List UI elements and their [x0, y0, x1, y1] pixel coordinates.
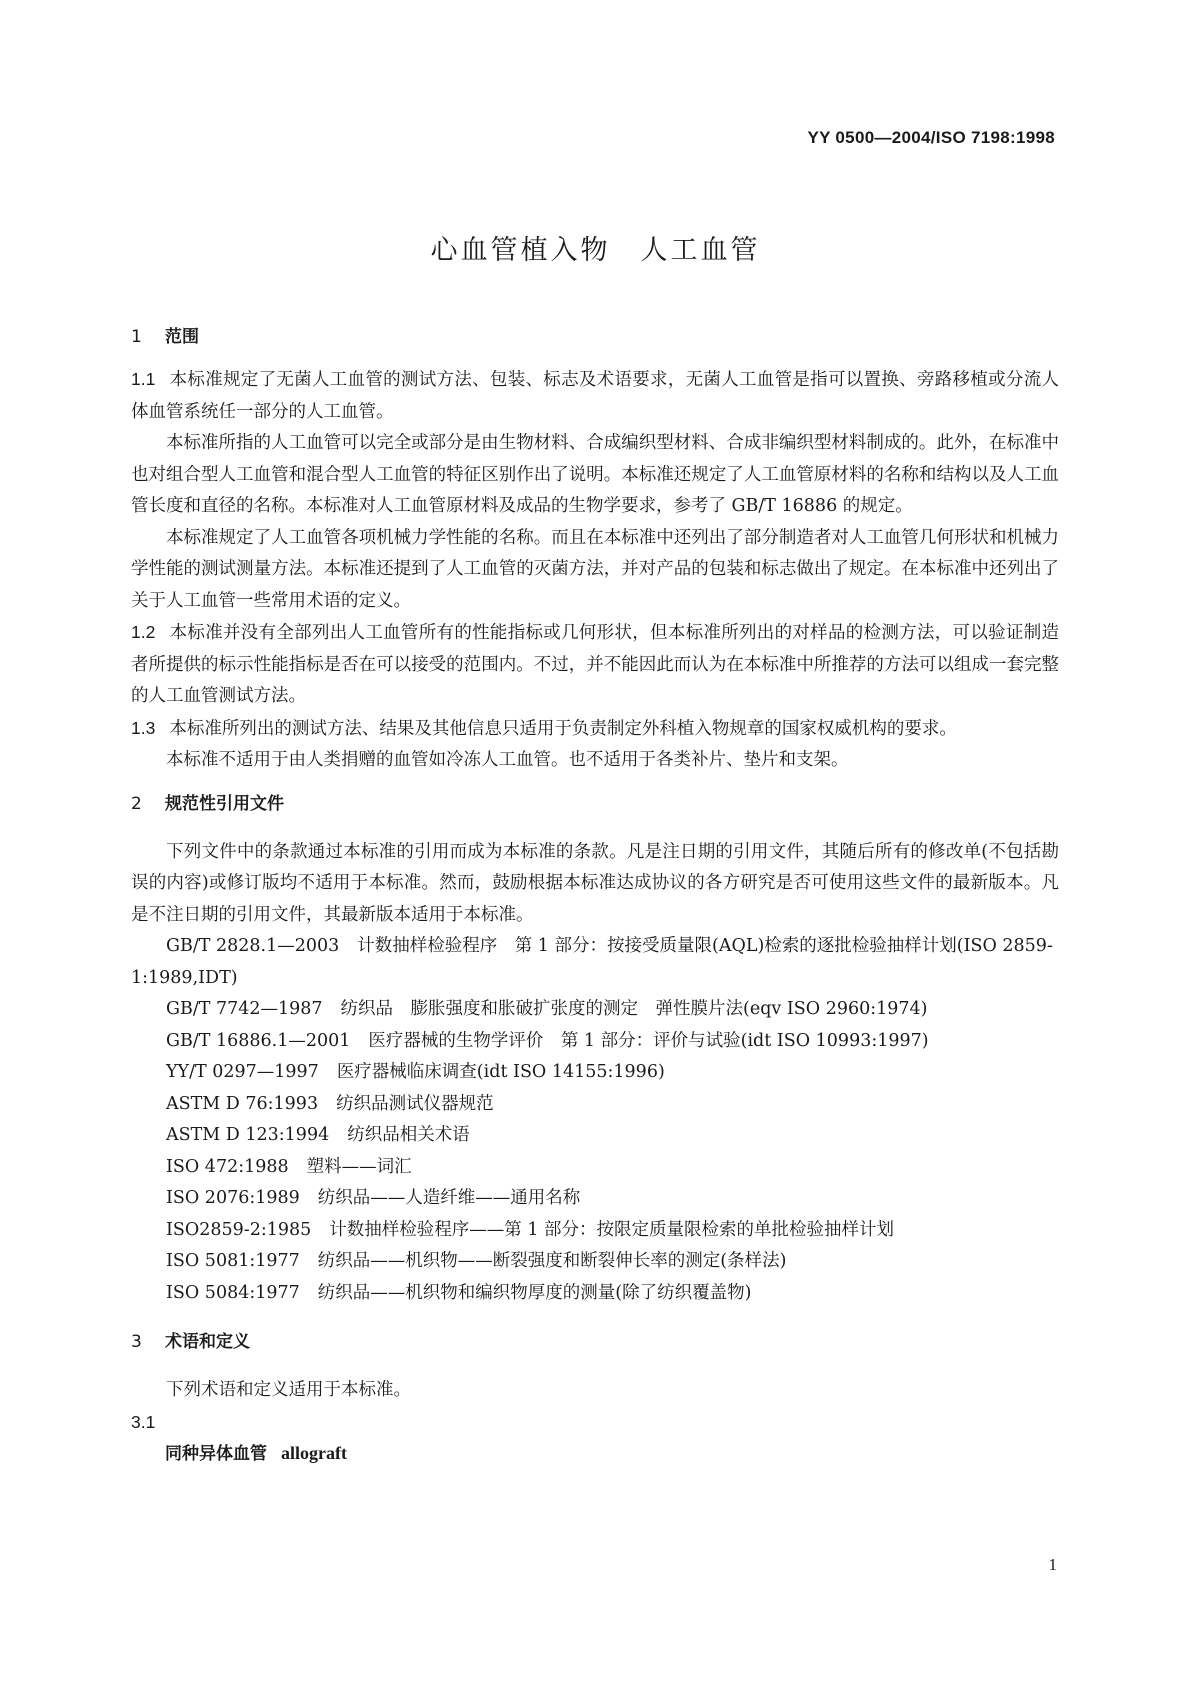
section-title: 范围	[165, 327, 199, 347]
reference-item	[131, 931, 1059, 994]
clause-1-2	[131, 617, 1059, 713]
clause-text: 本标准并没有全部列出人工血管所有的性能指标或几何形状，但本标准所列出的对样品的检测方法，可以验证制造者所提供的标示性能指标是否在可以接受的范围内。不过，并不能因此而认为在本标准中所推荐的方法可以组成一套完整的人工血管测试方法。	[131, 623, 1059, 706]
term-chinese: 同种异体血管	[165, 1444, 267, 1464]
section-title: 规范性引用文件	[165, 793, 284, 814]
reference-title: 纺织品相关术语	[347, 1125, 470, 1145]
term-english: allograft	[281, 1443, 347, 1463]
reference-item	[131, 1246, 1059, 1278]
reference-item	[131, 994, 1059, 1026]
paragraph: 本标准所指的人工血管可以完全或部分是由生物材料、合成编织型材料、合成非编织型材料制成的。此外，在标准中也对组合型人工血管和混合型人工血管的特征区别作出了说明。本标准还规定了人工血管原材料的名称和结构以及人工血管长度和直径的名称。本标准对人工血管原材料及成品的生物学要求，参考了 GB/T 16886 的规定。	[131, 433, 1059, 516]
term-entry	[131, 1438, 1059, 1471]
reference-code: ISO2859-2:1985	[166, 1219, 312, 1240]
paragraph: 下列术语和定义适用于本标准。	[166, 1380, 411, 1400]
reference-item	[131, 1183, 1059, 1215]
reference-item	[131, 1026, 1059, 1058]
clause-1-1	[131, 364, 1059, 428]
reference-title: 纺织品——机织物和编织物厚度的测量(除了纺织覆盖物)	[317, 1282, 752, 1303]
standard-code: YY 0500—2004/ISO 7198:1998	[807, 128, 1055, 147]
section-number: 3	[131, 1332, 142, 1352]
page-number: 1	[1048, 1555, 1057, 1574]
reference-code: ISO 2076:1989	[166, 1188, 300, 1208]
reference-title: 医疗器械的生物学评价 第 1 部分：评价与试验(idt ISO 10993:1997)	[368, 1030, 929, 1051]
reference-title: 纺织品测试仪器规范	[336, 1093, 494, 1114]
reference-item	[131, 1215, 1059, 1247]
reference-item	[131, 1057, 1059, 1089]
reference-code: ISO 5084:1977	[166, 1282, 300, 1303]
reference-title: 塑料——词汇	[306, 1156, 412, 1177]
reference-code: ASTM D 76:1993	[166, 1093, 319, 1114]
reference-title: 医疗器械临床调查(idt ISO 14155:1996)	[336, 1062, 665, 1082]
clause-text: 本标准规定了无菌人工血管的测试方法、包装、标志及术语要求，无菌人工血管是指可以置换、旁路移植或分流人体血管系统任一部分的人工血管。	[131, 370, 1059, 422]
reference-title: 纺织品 膨胀强度和胀破扩张度的测定 弹性膜片法(eqv ISO 2960:1974)	[340, 999, 928, 1019]
reference-item	[131, 1152, 1059, 1184]
normative-references-list	[131, 931, 1059, 1309]
section-3-heading	[131, 1327, 1059, 1357]
section-number: 2	[131, 793, 142, 814]
clause-number: 1.3	[131, 717, 156, 738]
reference-code: YY/T 0297—1997	[166, 1062, 319, 1082]
reference-item	[131, 1120, 1059, 1152]
reference-item	[131, 1278, 1059, 1310]
reference-title: 计数抽样检验程序 第 1 部分：按接受质量限(AQL)检索的逐批检验抽样计划(ISO 2859-1:1989,IDT)	[131, 936, 1053, 988]
paragraph: 下列文件中的条款通过本标准的引用而成为本标准的条款。凡是注日期的引用文件，其随后所有的修改单(不包括勘误的内容)或修订版均不适用于本标准。然而，鼓励根据本标准达成协议的各方研究是否可使用这些文件的最新版本。凡是不注日期的引用文件，其最新版本适用于本标准。	[131, 841, 1059, 925]
section-title: 术语和定义	[165, 1332, 250, 1352]
clause-number: 1.2	[131, 622, 156, 642]
reference-item	[131, 1089, 1059, 1121]
reference-code: GB/T 7742—1987	[166, 999, 323, 1019]
clause-1-3	[131, 713, 1059, 746]
paragraph: 本标准不适用于由人类捐赠的血管如冷冻人工血管。也不适用于各类补片、垫片和支架。	[166, 750, 849, 770]
reference-code: ISO 5081:1977	[166, 1251, 300, 1271]
reference-title: 纺织品——机织物——断裂强度和断裂伸长率的测定(条样法)	[317, 1251, 787, 1271]
paragraph: 本标准规定了人工血管各项机械力学性能的名称。而且在本标准中还列出了部分制造者对人工血管几何形状和机械力学性能的测试测量方法。本标准还提到了人工血管的灭菌方法，并对产品的包装和标志做出了规定。在本标准中还列出了关于人工血管一些常用术语的定义。	[131, 527, 1059, 611]
reference-title: 纺织品——人造纤维——通用名称	[317, 1188, 581, 1208]
clause-text: 本标准所列出的测试方法、结果及其他信息只适用于负责制定外科植入物规章的国家权威机构的要求。	[169, 718, 957, 739]
term-number: 3.1	[131, 1411, 156, 1432]
document-title: 心血管植入物 人工血管	[430, 235, 761, 266]
clause-number: 1.1	[131, 369, 156, 389]
section-1-heading	[131, 322, 1059, 352]
section-2-heading	[131, 789, 1059, 819]
reference-code: GB/T 2828.1—2003	[166, 936, 340, 956]
reference-code: GB/T 16886.1—2001	[166, 1030, 351, 1051]
reference-title: 计数抽样检验程序——第 1 部分：按限定质量限检索的单批检验抽样计划	[329, 1219, 895, 1240]
reference-code: ISO 472:1988	[166, 1156, 289, 1177]
section-number: 1	[131, 327, 142, 347]
reference-code: ASTM D 123:1994	[166, 1125, 330, 1145]
document-body	[131, 322, 1059, 1471]
